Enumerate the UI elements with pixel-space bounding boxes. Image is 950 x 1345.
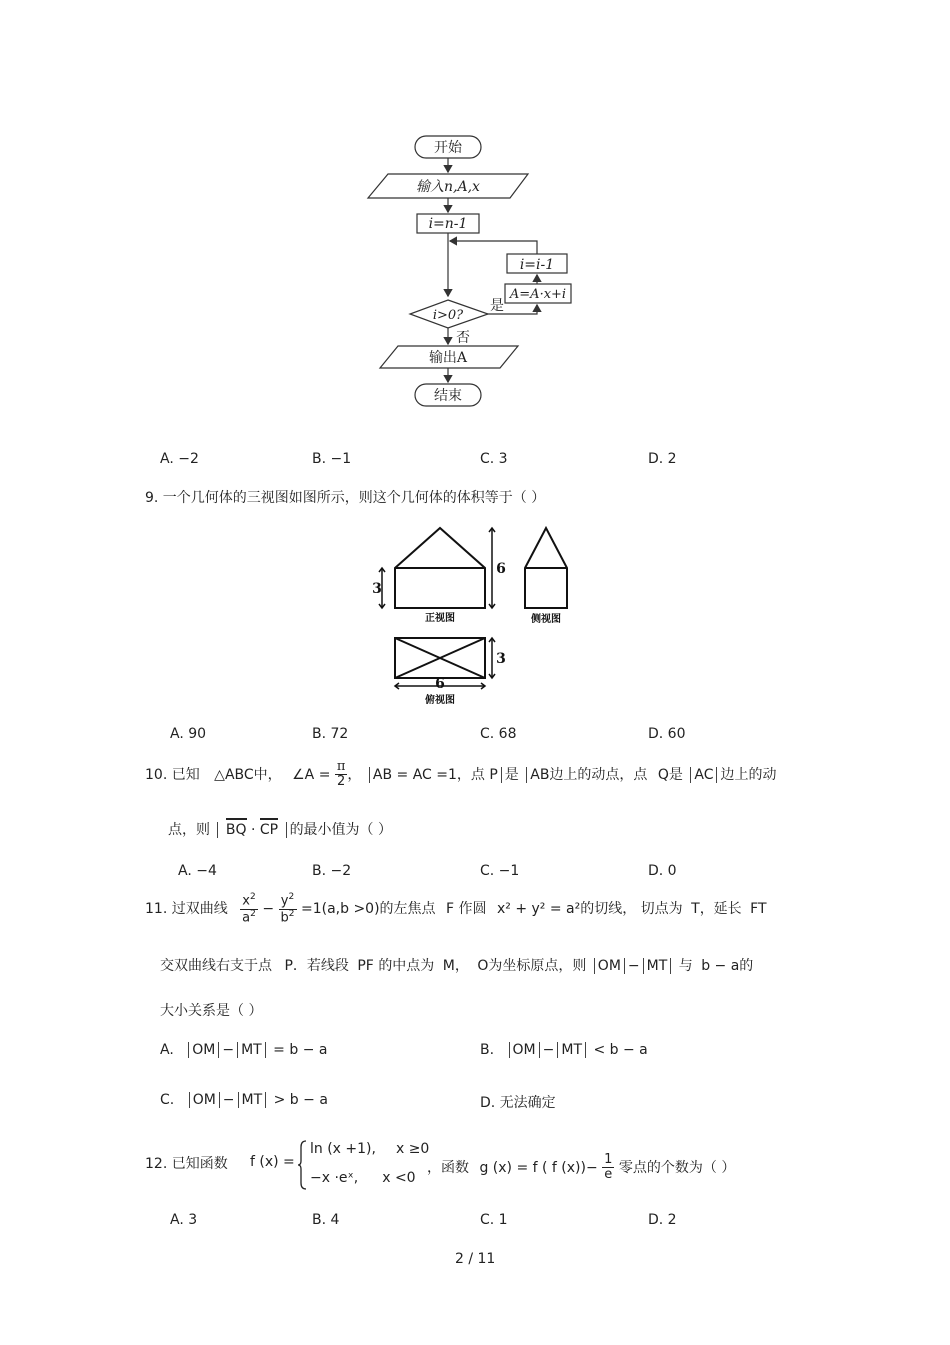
flow-dec-text: i=i-1 [519, 257, 555, 273]
flow-cond-text: i>0? [432, 308, 464, 323]
q11-option-b[interactable]: B. OM − MT < b − a [480, 1042, 648, 1058]
page-number: 2 / 11 [455, 1251, 496, 1267]
q11-line3: 大小关系是（ ） [160, 1003, 263, 1019]
flow-yes-text: 是 [490, 298, 504, 314]
q10-option-b[interactable]: B. −2 [312, 863, 352, 879]
q9-option-a[interactable]: A. 90 [170, 726, 207, 742]
flow-start-text: 开始 [434, 140, 462, 156]
q12-case2: −x ·eˣ, x <0 [310, 1170, 416, 1186]
q11-line2: 交双曲线右支于点 P．若线段 PF 的中点为 M， O为坐标原点，则 OM − MT 与 b − a的 [160, 958, 754, 974]
brace-icon [298, 1139, 308, 1191]
dim-6-front: 6 [496, 561, 506, 577]
flow-output-text: 输出A [428, 350, 468, 366]
front-view-label: 正视图 [425, 613, 455, 624]
dim-3-front: 3 [372, 581, 382, 597]
q8-option-d[interactable]: D. 2 [648, 451, 677, 467]
q9-option-d[interactable]: D. 60 [648, 726, 686, 742]
flow-no-text: 否 [456, 330, 470, 346]
flowchart [360, 128, 590, 413]
q10-option-d[interactable]: D. 0 [648, 863, 677, 879]
top-view-label: 俯视图 [425, 695, 455, 706]
dim-6-top: 6 [435, 676, 445, 692]
q12-option-b[interactable]: B. 4 [312, 1212, 340, 1228]
q9-option-b[interactable]: B. 72 [312, 726, 349, 742]
q11-option-d[interactable]: D. 无法确定 [480, 1095, 556, 1111]
q12-option-a[interactable]: A. 3 [170, 1212, 198, 1228]
q8-option-c[interactable]: C. 3 [480, 451, 508, 467]
q12-case1: ln (x +1), x ≥0 [310, 1141, 430, 1157]
q9-option-c[interactable]: C. 68 [480, 726, 517, 742]
q12-function-f: f (x) = [250, 1154, 295, 1170]
three-view-figure [370, 520, 580, 710]
q12-option-c[interactable]: C. 1 [480, 1212, 508, 1228]
q8-option-a[interactable]: A. −2 [160, 451, 199, 467]
q12-line1: 12. 已知函数 [145, 1156, 228, 1172]
q10-option-a[interactable]: A. −4 [178, 863, 217, 879]
flow-update-text: A=A·x+i [509, 287, 567, 302]
q11-line1: 11. 过双曲线 $\frac{x^2}{a^2}$ − $\frac{y^2}{b^2}$ =1(a,b >0)的左焦点 F 作圆 x² + y² = a²的切线， 切点为 T，延长 FT [145, 892, 767, 925]
q12-option-d[interactable]: D. 2 [648, 1212, 677, 1228]
q12-line1-rest: ，函数 g (x) = f ( f (x))− $\frac{1}{e}$ 零点的个数为（ ） [427, 1152, 736, 1183]
flow-init-text: i=n-1 [428, 216, 468, 232]
q11-option-c[interactable]: C. OM − MT > b − a [160, 1092, 328, 1108]
side-view-label: 侧视图 [531, 614, 561, 625]
q11-option-a[interactable]: A. OM − MT = b − a [160, 1042, 328, 1058]
dim-3-top: 3 [496, 651, 506, 667]
flow-end-text: 结束 [434, 388, 462, 404]
q10-line1: 10. 已知 △ABC中， ∠A = $\frac{\pi}{2}$ ， AB = AC =1，点 P 是 AB边上的动点，点 Q是 AC 边上的动 [145, 759, 777, 790]
q9-text: 9. 一个几何体的三视图如图所示，则这个几何体的体积等于（ ） [145, 490, 546, 506]
flow-input-text: 输入n,A,x [416, 179, 480, 195]
q10-option-c[interactable]: C. −1 [480, 863, 520, 879]
q8-option-b[interactable]: B. −1 [312, 451, 352, 467]
q10-line2: 点，则 BQ · CP 的最小值为（ ） [168, 819, 392, 839]
